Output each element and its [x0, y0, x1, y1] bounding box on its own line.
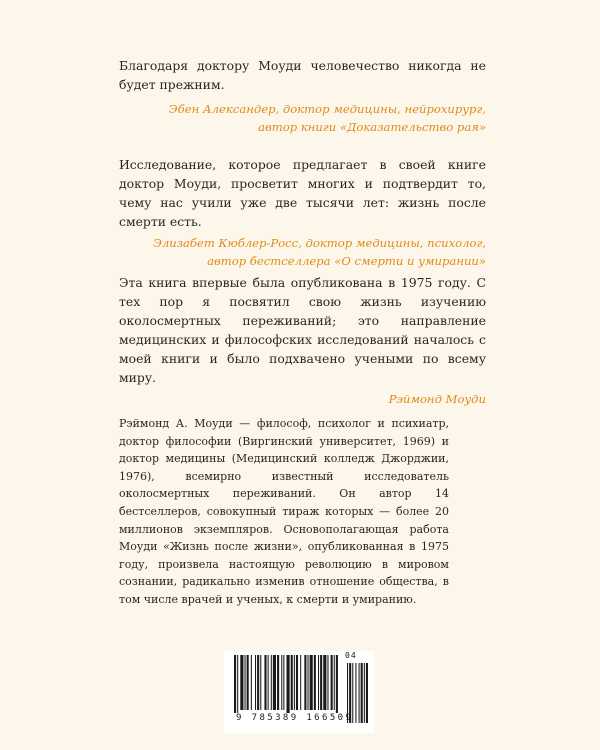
barcode-addon-bar — [359, 663, 360, 723]
barcode-bar — [294, 655, 295, 710]
barcode-bar — [255, 655, 256, 710]
barcode-bar — [245, 655, 246, 710]
barcode-bar — [320, 655, 322, 710]
barcode-addon-bar — [361, 663, 363, 723]
barcode-bar — [260, 655, 261, 710]
quote-attribution-book: автор бестселлера «О смерти и умирании» — [207, 253, 486, 268]
quote-block-moody — [119, 273, 486, 409]
barcode-bar — [264, 655, 266, 710]
barcode-bar — [296, 655, 298, 710]
barcode-bar — [237, 655, 238, 713]
barcode-bar — [251, 655, 252, 710]
quote-text: Исследование, которое предлагает в своей книге доктор Моуди, просветит многих и подтвердит то, чему нас учили уже две тысячи лет: жизнь после смерти есть. — [119, 157, 486, 229]
barcode-bar — [287, 655, 290, 713]
quote-attribution-book: автор книги «Доказательство рая» — [258, 119, 486, 134]
barcode-bar — [314, 655, 316, 710]
barcode-addon-bar — [364, 663, 365, 723]
barcode-bar — [273, 655, 276, 710]
barcode-bar — [310, 655, 313, 710]
barcode-bar — [283, 655, 284, 710]
quote-block-kubler-ross — [119, 155, 486, 270]
barcode-bar — [327, 655, 328, 710]
barcode-addon-bar — [355, 663, 356, 723]
barcode-bar — [308, 655, 309, 710]
barcode-bar — [271, 655, 272, 710]
barcode-bar — [257, 655, 259, 710]
barcode-bar — [277, 655, 279, 710]
author-bio: Рэймонд А. Моуди — философ, психолог и психиатр, доктор философии (Виргинский университет, 1969) и доктор медицины (Медицинский колледж Джорджии, 1976), всемирно известный исследователь околосмертных переживаний. Он автор 14 бестселлеров, совокупный тираж которых — более 20 миллионов экземпляров. Основополагающая работа Моуди «Жизнь после жизни», опубликованная в 1975 году, произвела настоящую революцию в мировом сознании, радикально изменив отношение общества, в том числе врачей и ученых, к смерти и умиранию. — [119, 417, 449, 606]
quote-text: Эта книга впервые была опубликована в 1975 году. С тех пор я посвятил свою жизнь изучению околосмертных переживаний; это направление медицинских и философских исследований началось с моей книги и было подхвачено учеными по всему миру. — [119, 275, 486, 385]
barcode-digits: 9 785389 166509 — [236, 713, 354, 723]
barcode-bar — [281, 655, 282, 710]
barcode-bar — [334, 655, 335, 710]
quote-attribution-name: Элизабет Кюблер-Росс, доктор медицины, психолог, — [152, 236, 486, 250]
barcode-addon-bar — [366, 663, 368, 723]
barcode-bar — [304, 655, 306, 710]
barcode-bar — [268, 655, 269, 710]
quote-text: Благодаря доктору Моуди человечество никогда не будет прежним. — [119, 58, 486, 92]
barcode-addon-digits: 04 — [345, 651, 357, 660]
quote-attribution-name: Рэймонд Моуди — [388, 392, 486, 406]
quote-attribution-name: Эбен Александер, доктор медицины, нейрохирург, — [168, 102, 486, 116]
quote-block-alexander — [119, 56, 486, 136]
barcode-bar — [240, 655, 243, 710]
barcode-bar — [300, 655, 301, 710]
barcode-bar — [318, 655, 319, 710]
isbn-barcode — [224, 651, 374, 733]
barcode-bar — [234, 655, 236, 713]
barcode-bar — [291, 655, 293, 710]
barcode-bar — [331, 655, 333, 710]
barcode-bar — [336, 655, 338, 713]
barcode-bar — [247, 655, 249, 710]
barcode-bar — [323, 655, 326, 710]
